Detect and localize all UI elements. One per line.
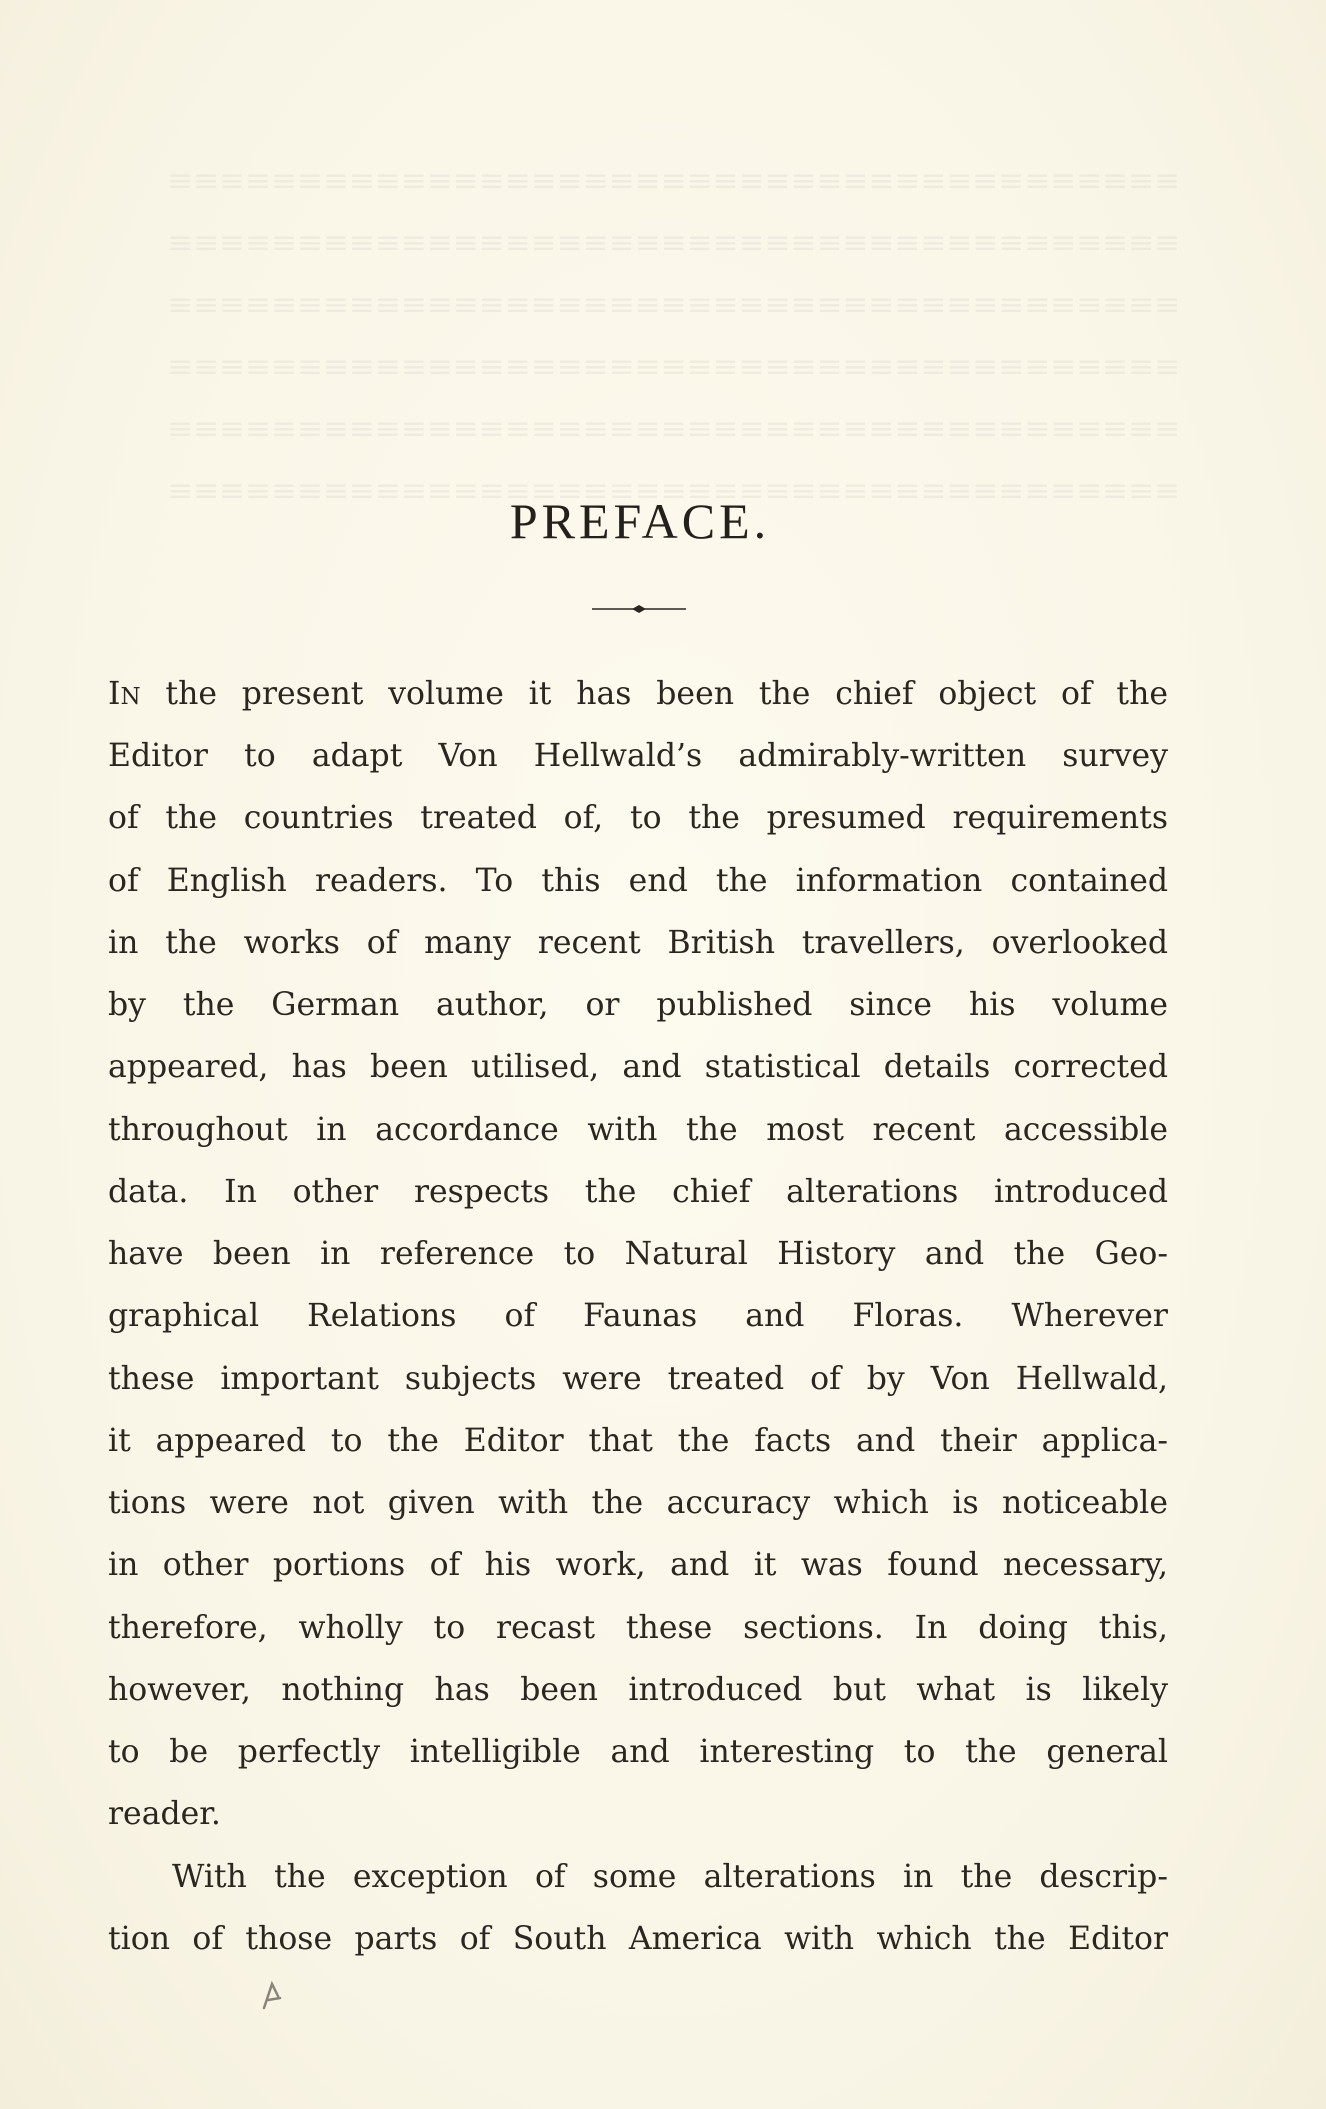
paragraph-1-line-12: these important subjects were treated of by Von Hellwald, [108, 1361, 1168, 1397]
drop-initial: I [108, 676, 121, 712]
paragraph-1-line-8: throughout in accordance with the most recent accessible [108, 1112, 1168, 1148]
paragraph-1-line-16: therefore, wholly to recast these sections. In doing this, [108, 1610, 1168, 1646]
small-caps-rest: N [120, 684, 141, 710]
paragraph-2-line-2: tion of those parts of South America with which the Editor [108, 1921, 1168, 1957]
paragraph-1-line-17: however, nothing has been introduced but what is likely [108, 1672, 1168, 1708]
paragraph-1-line-7: appeared, has been utilised, and statistical details corrected [108, 1049, 1168, 1085]
paragraph-2-line-1: With the exception of some alterations in the descrip- [172, 1859, 1168, 1895]
page-title: PREFACE. [509, 493, 771, 549]
paragraph-1-line-10: have been in reference to Natural History and the Geo- [108, 1236, 1168, 1272]
line-text: the present volume it has been the chief object of the [165, 676, 1169, 712]
show-through-texture: ≡≡≡≡≡≡≡≡≡≡≡≡≡≡≡≡≡≡≡≡≡≡≡≡≡≡≡≡≡≡≡≡≡≡≡≡≡≡≡ ≡≡≡≡≡≡≡≡≡≡≡≡≡≡≡≡≡≡≡≡≡≡≡≡≡≡≡≡≡≡≡≡≡≡≡≡≡≡≡ ≡≡≡≡≡≡≡≡≡≡≡≡≡≡≡≡≡≡≡≡≡≡≡≡≡≡≡≡≡≡≡≡≡≡≡≡≡≡≡ ≡≡≡≡≡≡≡≡≡≡≡≡≡≡≡≡≡≡≡≡≡≡≡≡≡≡≡≡≡≡≡≡≡≡≡≡≡≡≡ ≡≡≡≡≡≡≡≡≡≡≡≡≡≡≡≡≡≡≡≡≡≡≡≡≡≡≡≡≡≡≡≡≡≡≡≡≡≡≡ ≡≡≡≡≡≡≡≡≡≡≡≡≡≡≡≡≡≡≡≡≡≡≡≡≡≡≡≡≡≡≡≡≡≡≡≡≡≡≡ [166, 163, 1180, 509]
paragraph-1-line-13: it appeared to the Editor that the facts and their applica- [108, 1423, 1168, 1459]
printer-signature-mark-icon [258, 1978, 286, 2012]
paragraph-1-line-6: by the German author, or published since his volume [108, 987, 1168, 1023]
paragraph-1-line-14: tions were not given with the accuracy which is noticeable [108, 1485, 1168, 1521]
paragraph-1-last-line: reader. [108, 1796, 221, 1832]
paragraph-1-line-5: in the works of many recent British travellers, overlooked [108, 925, 1168, 961]
paragraph-1-line-2: Editor to adapt Von Hellwald’s admirably-written survey [108, 738, 1168, 774]
paragraph-1-line-15: in other portions of his work, and it was found necessary, [108, 1547, 1168, 1583]
ornamental-rule-icon [592, 604, 686, 614]
paragraph-1-line-11: graphical Relations of Faunas and Floras. Wherever [108, 1298, 1168, 1334]
paragraph-1-line-1 [108, 674, 1168, 717]
paragraph-1-line-9: data. In other respects the chief alterations introduced [108, 1174, 1168, 1210]
paragraph-1-line-4: of English readers. To this end the information contained [108, 863, 1168, 899]
paragraph-1-line-18: to be perfectly intelligible and interesting to the general [108, 1734, 1168, 1770]
paragraph-1-line-3: of the countries treated of, to the presumed requirements [108, 800, 1168, 836]
